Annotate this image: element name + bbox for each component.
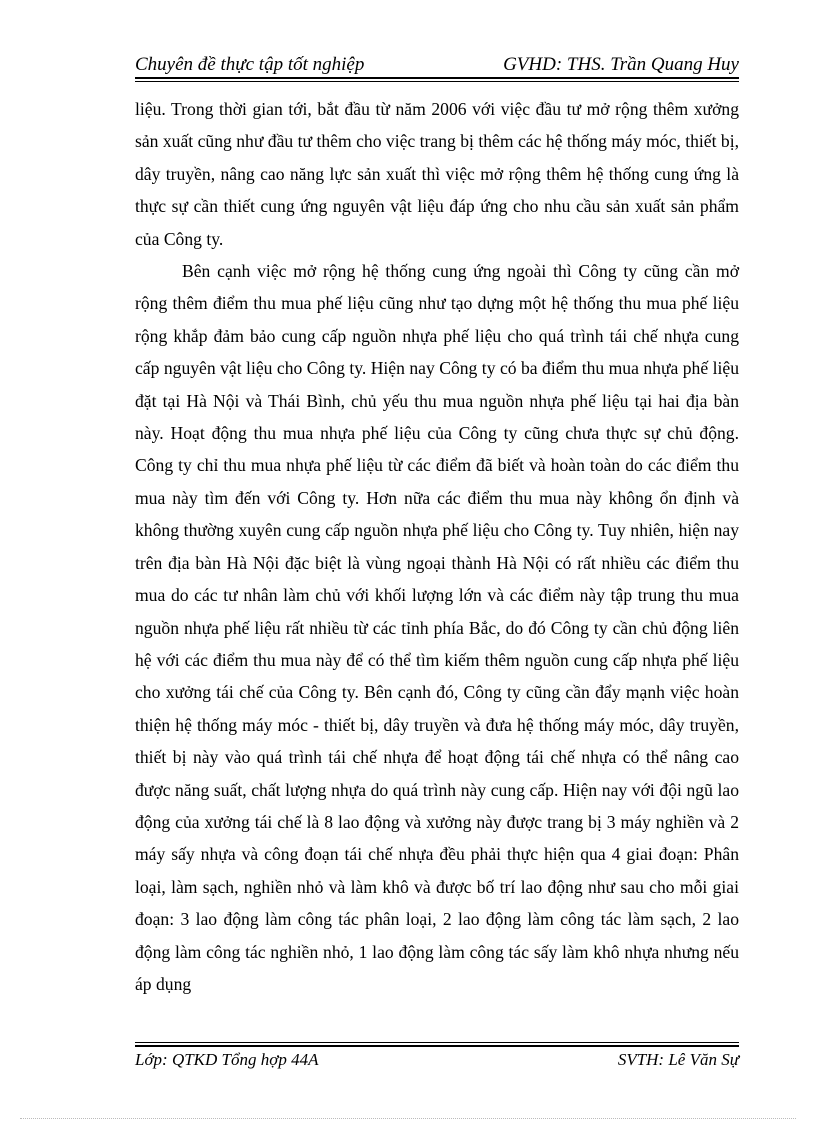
page-header xyxy=(135,50,739,80)
paragraph-continued: liệu. Trong thời gian tới, bắt đầu từ năm 2006 với việc đầu tư mở rộng thêm xưởng sản xuất cũng như đầu tư thêm cho việc trang bị thêm các hệ thống máy móc, thiết bị, dây truyền, nâng cao năng lực sản xuất thì việc mở rộng thêm hệ thống cung ứng là thực sự cần thiết cung ứng nguyên vật liệu đáp ứng cho nhu cầu sản xuất sản phẩm của Công ty. xyxy=(135,99,739,249)
footer-student: SVTH: Lê Văn Sự xyxy=(617,1050,739,1069)
header-rule-thick xyxy=(135,77,739,79)
footer-rule-thick xyxy=(135,1045,739,1047)
header-advisor: GVHD: THS. Trần Quang Huy xyxy=(503,54,739,75)
paragraph: Bên cạnh việc mở rộng hệ thống cung ứng ngoài thì Công ty cũng cần mở rộng thêm điểm thu mua phế liệu cũng như tạo dựng một hệ thống thu mua phế liệu rộng khắp đảm bảo cung cấp nguồn nhựa phế liệu cho quá trình tái chế nhựa cung cấp nguyên vật liệu cho Công ty. Hiện nay Công ty có ba điểm thu mua nhựa phế liệu đặt tại Hà Nội và Thái Bình, chủ yếu thu mua nguồn nhựa phế liệu tại hai địa bàn này. Hoạt động thu mua nhựa phế liệu của Công ty cũng chưa thực sự chủ động. Công ty chỉ thu mua nhựa phế liệu từ các điểm đã biết và hoàn toàn do các điểm thu mua này tìm đến với Công ty. Hơn nữa các điểm thu mua này không ổn định và không thường xuyên cung cấp nguồn nhựa phế liệu cho Công ty. Tuy nhiên, hiện nay trên địa bàn Hà Nội đặc biệt là vùng ngoại thành Hà Nội có rất nhiều các điểm thu mua do các tư nhân làm chủ với khối lượng lớn và các điểm này tập trung thu mua nguồn nhựa phế liệu rất nhiều từ các tỉnh phía Bắc, do đó Công ty cần chủ động liên hệ với các điểm thu mua này để có thể tìm kiếm thêm nguồn cung cấp nhựa phế liệu cho xưởng tái chế của Công ty. Bên cạnh đó, Công ty cũng cần đẩy mạnh việc hoàn thiện hệ thống máy móc - thiết bị, dây truyền và đưa hệ thống máy móc, dây truyền, thiết bị này vào quá trình tái chế nhựa để hoạt động tái chế nhựa có thể nâng cao được năng suất, chất lượng nhựa do quá trình này cung cấp. Hiện nay với đội ngũ lao động của xưởng tái chế là 8 lao động và xưởng này được trang bị 3 máy nghiền và 2 máy sấy nhựa và công đoạn tái chế nhựa đều phải thực hiện qua 4 giai đoạn: Phân loại, làm sạch, nghiền nhỏ và làm khô và được bố trí lao động như sau cho mỗi giai đoạn: 3 lao động làm công tác phân loại, 2 lao động làm công tác làm sạch, 2 lao động làm công tác nghiền nhỏ, 1 lao động làm công tác sấy làm khô nhựa nhưng nếu áp dụng xyxy=(135,261,739,994)
header-rule-thin xyxy=(135,81,739,82)
footer-rule-thin xyxy=(135,1042,739,1043)
header-title: Chuyên đề thực tập tốt nghiệp xyxy=(135,54,365,75)
footer-class: Lớp: QTKD Tổng hợp 44A xyxy=(135,1050,319,1069)
body-text xyxy=(135,93,739,1000)
page-footer xyxy=(135,1050,739,1078)
page-edge-divider xyxy=(20,1118,796,1119)
